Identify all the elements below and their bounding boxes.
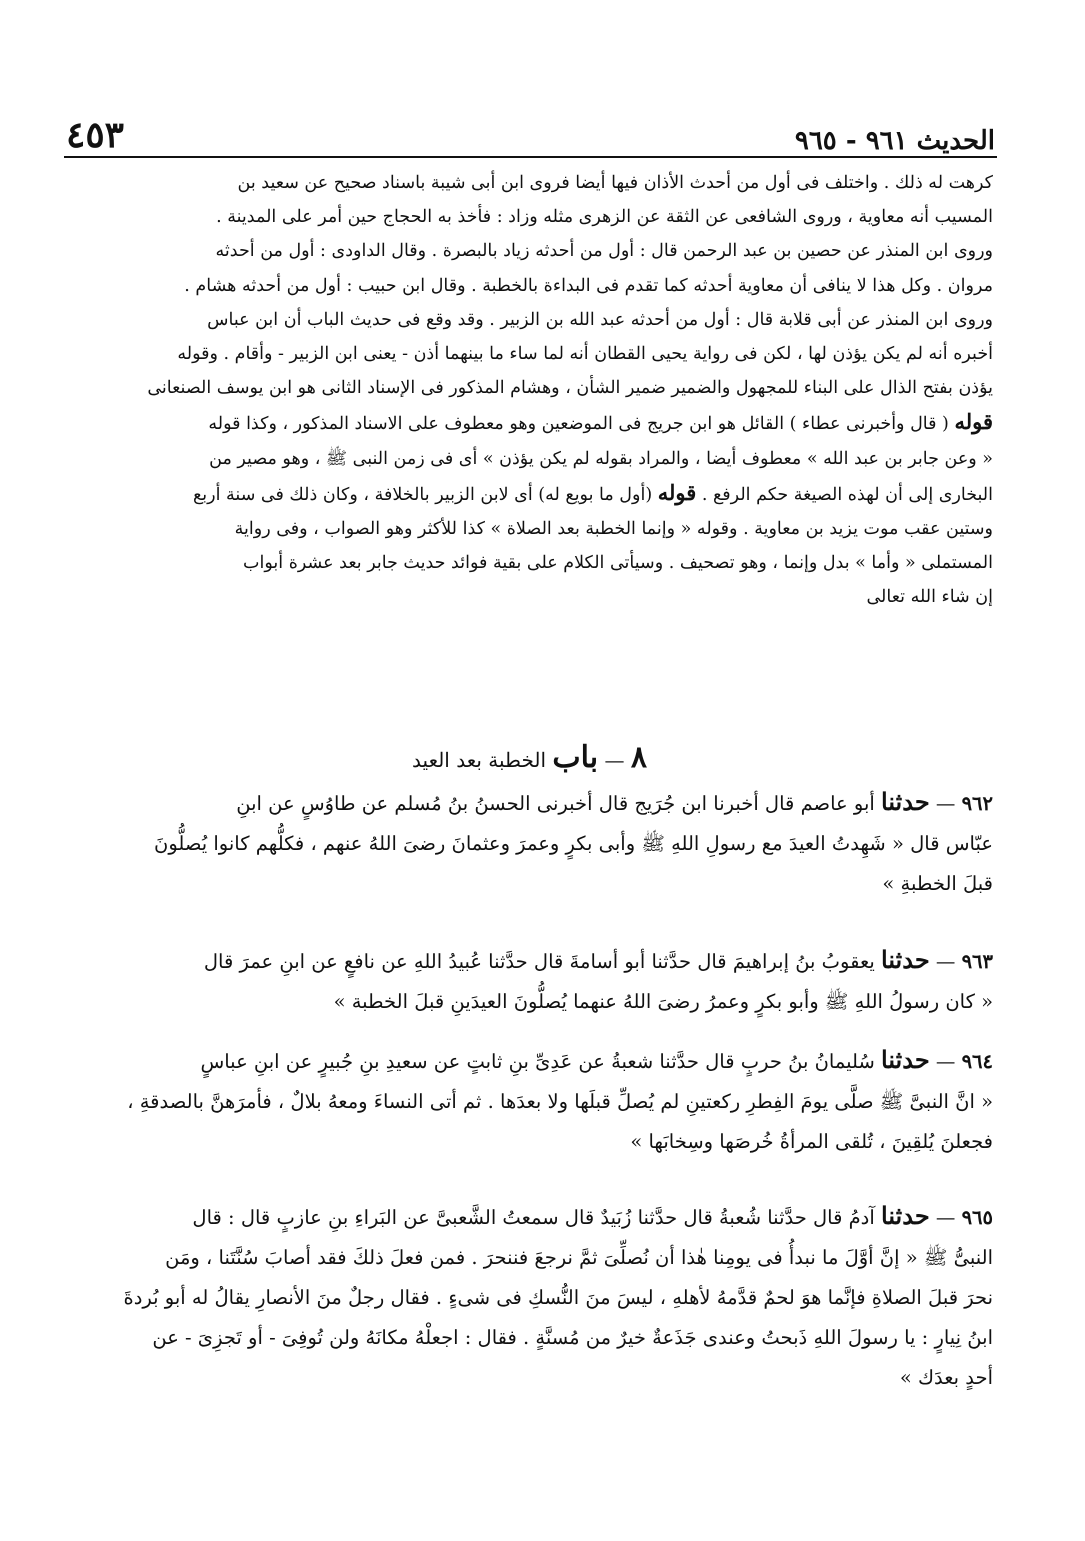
commentary-line: « وعن جابر بن عبد الله » معطوف أيضا ، والمراد بقوله لم يكن يؤذن » أى فى زمن النبى ﷺ ، وهو مصير من bbox=[209, 448, 993, 469]
hadith-line: أحدٍ بعدَك » bbox=[899, 1366, 993, 1389]
hadith-dash: — bbox=[935, 1050, 956, 1073]
hadith-965 bbox=[66, 1196, 993, 1398]
commentary-line: وستين عقب موت يزيد بن معاوية . وقوله « وإنما الخطبة بعد الصلاة » كذا للأكثر وهو الصواب ، وفى رواية bbox=[234, 519, 993, 540]
running-head: الحديث ٩٦١ - ٩٦٥ bbox=[794, 126, 995, 156]
chapter-title: الخطبة بعد العيد bbox=[412, 748, 547, 772]
commentary-line: وروى ابن المنذر عن حصين بن عبد الرحمن قال : أول من أحدثه زياد بالبصرة . وقال الداودى : أول من أحدثه bbox=[215, 241, 993, 262]
qawluhu-keyword: قوله bbox=[657, 479, 697, 505]
commentary-line: مروان . وكل هذا لا ينافى أن معاوية أحدثه كما تقدم فى البداءة بالخطبة . وقال ابن حبيب : أول من أحدثه هشام . bbox=[184, 275, 993, 296]
chapter-dash: — bbox=[604, 748, 625, 772]
hadith-962 bbox=[66, 782, 993, 904]
commentary-line bbox=[66, 476, 993, 512]
commentary-line: المسيب أنه معاوية ، وروى الشافعى عن الثقة عن الزهرى مثله وزاد : فأخذ به الحجاج حين أمر على المدينة . bbox=[216, 207, 993, 228]
hadith-line: عبّاس قال « شَهِدتُ العيدَ مع رسولِ اللهِ ﷺ وأبى بكرٍ وعمرَ وعثمانَ رضىَ اللهُ عنهم ، فكلُّهم كانوا يُصلُّونَ bbox=[154, 832, 993, 855]
page-number: ٤٥٣ bbox=[66, 114, 125, 156]
hadith-line: النبىُّ ﷺ « إنَّ أوَّلَ ما نبدأُ فى يومِنا هٰذا أن نُصلِّىَ ثمَّ نرجعَ فننحرَ . فمن فعلَ ذلكَ فقد أصابَ سُنَّتَنا ، ومَن bbox=[165, 1246, 993, 1269]
commentary-text: البخارى إلى أن لهذه الصيغة حكم الرفع . bbox=[701, 484, 993, 505]
chapter-heading bbox=[66, 740, 993, 775]
hadith-line bbox=[66, 782, 993, 824]
hadith-line bbox=[66, 1040, 993, 1082]
hadith-line: نحرَ قبلَ الصلاةِ فإنَّما هوَ لحمٌ قدَّمهُ لأهلهِ ، ليسَ منَ النُّسكِ فى شىءٍ . فقال رجلٌ منَ الأنصارِ يقالُ له أبو بُردةَ bbox=[123, 1286, 993, 1309]
hadith-text: سُليمانُ بنُ حربٍ قال حدَّثنا شعبةُ عن عَدِىِّ بنِ ثابتٍ عن سعيدِ بنِ جُبيرٍ عن ابنِ عباسٍ bbox=[200, 1050, 875, 1073]
hadith-number: ٩٦٣ bbox=[961, 950, 993, 973]
commentary-section bbox=[66, 166, 993, 615]
hadith-line bbox=[66, 1196, 993, 1238]
hadith-963 bbox=[66, 940, 993, 1022]
hadith-line bbox=[66, 940, 993, 982]
hadith-dash: — bbox=[935, 1206, 956, 1229]
page-header bbox=[66, 112, 995, 156]
hadith-text: آدمُ قال حدَّثنا شُعبةُ قال حدَّثنا زُبَيدٌ قال سمعتُ الشَّعبىَّ عن البَراءِ بنِ عازبٍ قال : قال bbox=[192, 1206, 875, 1229]
commentary-line bbox=[66, 405, 993, 441]
hadith-line: « كان رسولُ اللهِ ﷺ وأبو بكرٍ وعمرُ رضىَ اللهُ عنهما يُصلُّونَ العيدَينِ قبلَ الخطبة » bbox=[333, 990, 993, 1013]
hadith-964 bbox=[66, 1040, 993, 1162]
haddathana-keyword: حدثنا bbox=[881, 787, 930, 816]
haddathana-keyword: حدثنا bbox=[881, 945, 930, 974]
hadith-number: ٩٦٥ bbox=[961, 1206, 993, 1229]
hadith-line: ابنُ نِيارٍ : يا رسولَ اللهِ ذَبحتُ وعندى جَذَعةٌ خيرٌ من مُسنَّةٍ . فقال : اجعلْهُ مكانَهُ ولن تُوفِىَ - أو تَجزِىَ - عن bbox=[152, 1326, 993, 1349]
chapter-number: ٨ bbox=[630, 740, 647, 775]
haddathana-keyword: حدثنا bbox=[881, 1201, 930, 1230]
commentary-line: يؤذن بفتح الذال على البناء للمجهول والضمير ضمير الشأن ، وهشام المذكور فى الإسناد الثانى هو ابن يوسف الصنعانى bbox=[147, 378, 993, 399]
hadith-number: ٩٦٤ bbox=[961, 1050, 993, 1073]
commentary-line: إن شاء الله تعالى bbox=[866, 587, 993, 608]
chapter-word: باب bbox=[552, 740, 599, 775]
hadith-line: قبلَ الخطبةِ » bbox=[882, 872, 993, 895]
commentary-text: (أول ما بويع له) أى لابن الزبير بالخلافة ، وكان ذلك فى سنة أربع bbox=[192, 484, 653, 505]
header-rule bbox=[64, 156, 997, 158]
hadith-text: يعقوبُ بنُ إبراهيمَ قال حدَّثنا أبو أسامةَ قال حدَّثنا عُبيدُ اللهِ عن نافعٍ عن ابنِ عمرَ قال bbox=[203, 950, 875, 973]
qawluhu-keyword: قوله bbox=[954, 409, 993, 435]
hadith-number: ٩٦٢ bbox=[961, 792, 993, 815]
commentary-line: وروى ابن المنذر عن أبى قلابة قال : أول من أحدثه عبد الله بن الزبير . وقد وقع فى حديث الباب أن ابن عباس bbox=[207, 309, 993, 330]
hadith-text: أبو عاصم قال أخبرنا ابن جُرَيج قال أخبرنى الحسنُ بنُ مُسلم عن طاوُسٍ عن ابنِ bbox=[236, 792, 875, 815]
commentary-line: كرهت له ذلك . واختلف فى أول من أحدث الأذان فيها أيضا فروى ابن أبى شيبة باسناد صحيح عن سعيد بن bbox=[237, 173, 993, 193]
hadith-dash: — bbox=[935, 950, 956, 973]
commentary-line: المستملى « وأما » بدل وإنما ، وهو تصحيف . وسيأتى الكلام على بقية فوائد حديث جابر بعد عشرة أبواب bbox=[243, 553, 993, 574]
hadith-line: « انَّ النبىَّ ﷺ صلَّى يومَ الفِطرِ ركعتينِ لم يُصلِّ قبلَها ولا بعدَها . ثم أتى النساءَ ومعهُ بلالٌ ، فأمرَهنَّ بالصدقةِ ، bbox=[127, 1090, 993, 1113]
commentary-text: ( قال وأخبرنى عطاء ) القائل هو ابن جريج فى الموضعين وهو معطوف على الاسناد المذكور ، وكذا قوله bbox=[208, 414, 949, 435]
hadith-dash: — bbox=[935, 792, 956, 815]
commentary-line: أخبره أنه لم يكن يؤذن لها ، لكن فى رواية يحيى القطان أنه لما ساء ما بينهما أذن - يعنى ابن الزبير - وأقام . وقوله bbox=[177, 344, 993, 365]
haddathana-keyword: حدثنا bbox=[881, 1045, 930, 1074]
hadith-line: فجعلنَ يُلقِينَ ، تُلقى المرأةُ خُرصَها وسِخابَها » bbox=[630, 1130, 993, 1153]
